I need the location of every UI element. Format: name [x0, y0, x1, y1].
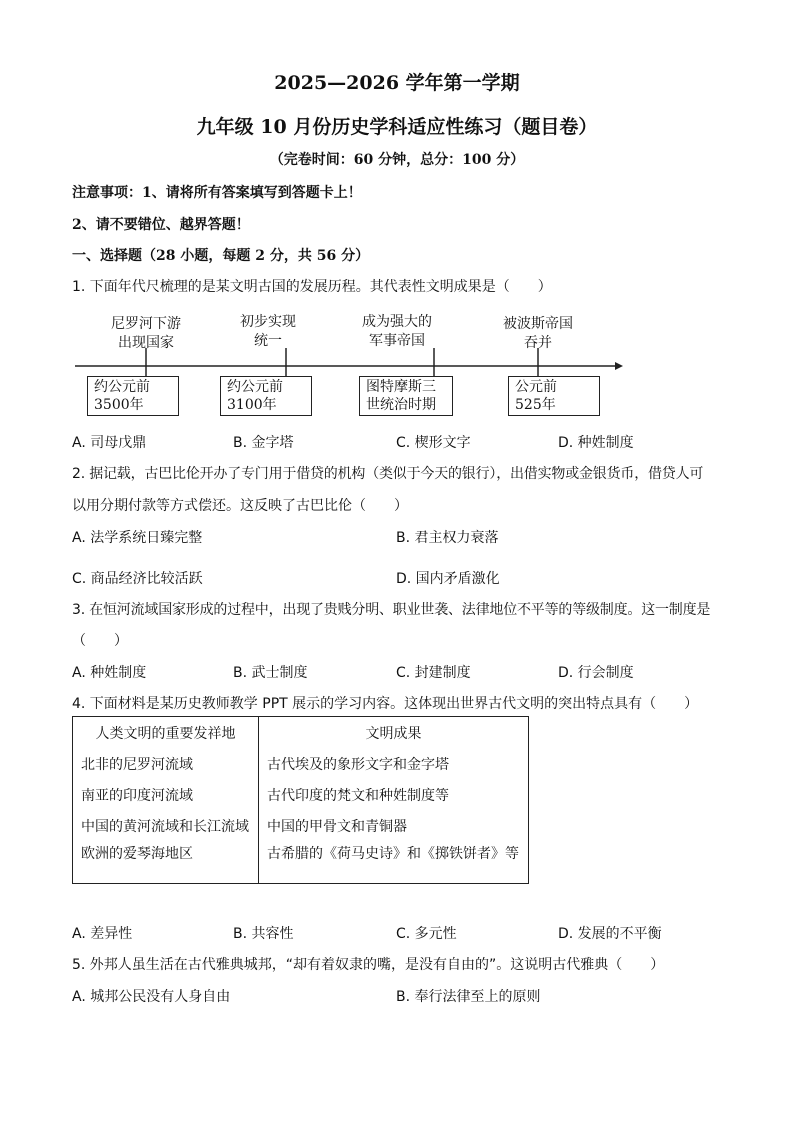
question-4-option-a[interactable]: A. 差异性 — [72, 926, 133, 942]
table-cell: 北非的尼罗河流域 — [73, 748, 259, 779]
table-header-row — [73, 717, 529, 749]
section-heading: 一、选择题（28 小题，每题 2 分，共 56 分） — [72, 248, 370, 264]
table-header-cell: 文明成果 — [365, 725, 422, 742]
question-2-stem-line-1: 2. 据记载，古巴比伦开办了专门用于借贷的机构（类似于今天的银行），出借实物或金银货币，借贷人可 — [72, 466, 704, 482]
timeline-event-3-label: 成为强大的 军事帝国 — [362, 314, 432, 349]
timeline-event-2-label: 初步实现 统一 — [240, 314, 296, 349]
question-4-option-d[interactable]: D. 发展的不平衡 — [558, 926, 662, 942]
question-2-option-d[interactable]: D. 国内矛盾激化 — [396, 571, 500, 587]
question-4-option-b[interactable]: B. 共容性 — [233, 926, 294, 942]
table-cell: 南亚的印度河流域 — [73, 779, 259, 810]
question-3-stem-line-1: 3. 在恒河流域国家形成的过程中，出现了贵贱分明、职业世袭、法律地位不平等的等级制度。这一制度是 — [72, 602, 711, 618]
question-2-option-c[interactable]: C. 商品经济比较活跃 — [72, 571, 203, 587]
table-cell: 古代印度的梵文和种姓制度等 — [267, 787, 449, 804]
timeline-event-1-date: 约公元前 3500年 — [87, 376, 179, 416]
timeline-event-4-date: 公元前 525年 — [508, 376, 600, 416]
notice-line-2: 2、请不要错位、越界答题！ — [72, 217, 250, 233]
question-2-option-b[interactable]: B. 君主权力衰落 — [396, 530, 499, 546]
question-3-stem-line-2: （ ） — [72, 633, 128, 649]
table-header-cell: 人类文明的重要发祥地 — [73, 717, 259, 749]
table-row — [73, 810, 529, 841]
timeline-event-2-date: 约公元前 3100年 — [220, 376, 312, 416]
question-1-option-b[interactable]: B. 金字塔 — [233, 435, 294, 451]
table-cell: 中国的甲骨文和青铜器 — [267, 818, 407, 835]
question-3-option-b[interactable]: B. 武士制度 — [233, 665, 308, 681]
question-4-option-c[interactable]: C. 多元性 — [396, 926, 457, 942]
civilization-table — [72, 716, 529, 884]
exam-title: 2025—2026 学年第一学期 — [274, 72, 520, 94]
timeline-event-4-label: 被波斯帝国 吞并 — [503, 316, 573, 351]
table-cell: 欧洲的爱琴海地区 — [73, 841, 259, 884]
question-2-option-a[interactable]: A. 法学系统日臻完整 — [72, 530, 203, 546]
question-3-option-c[interactable]: C. 封建制度 — [396, 665, 471, 681]
question-1-option-a[interactable]: A. 司母戊鼎 — [72, 435, 147, 451]
question-5-option-a[interactable]: A. 城邦公民没有人身自由 — [72, 989, 231, 1005]
timeline-event-3-date: 图特摩斯三 世统治时期 — [359, 376, 453, 416]
exam-subtitle: 九年级 10 月份历史学科适应性练习（题目卷） — [196, 116, 598, 138]
table-cell: 古代埃及的象形文字和金字塔 — [267, 756, 449, 773]
question-1-option-d[interactable]: D. 种姓制度 — [558, 435, 634, 451]
question-2-stem-line-2: 以用分期付款等方式偿还。这反映了古巴比伦（ ） — [72, 498, 408, 514]
table-row — [73, 779, 529, 810]
question-3-option-a[interactable]: A. 种姓制度 — [72, 665, 147, 681]
table-row — [73, 841, 529, 884]
table-row — [73, 748, 529, 779]
question-4-stem: 4. 下面材料是某历史教师教学 PPT 展示的学习内容。这体现出世界古代文明的突出特点具有（ ） — [72, 696, 699, 712]
timeline-event-1-label: 尼罗河下游 出现国家 — [111, 316, 181, 351]
table-cell: 古希腊的《荷马史诗》和《掷铁饼者》等 — [267, 846, 519, 862]
exam-time-info: （完卷时间：60 分钟，总分：100 分） — [269, 152, 525, 168]
question-1-option-c[interactable]: C. 楔形文字 — [396, 435, 471, 451]
notice-line-1: 注意事项：1、请将所有答案填写到答题卡上！ — [72, 185, 362, 201]
question-5-stem: 5. 外邦人虽生活在古代雅典城邦，“却有着奴隶的嘴，是没有自由的”。这说明古代雅典（ ） — [72, 957, 665, 973]
question-1-stem: 1. 下面年代尺梳理的是某文明古国的发展历程。其代表性文明成果是（ ） — [72, 279, 552, 295]
question-3-option-d[interactable]: D. 行会制度 — [558, 665, 634, 681]
table-cell: 中国的黄河流域和长江流域 — [73, 810, 259, 841]
question-5-option-b[interactable]: B. 奉行法律至上的原则 — [396, 989, 541, 1005]
